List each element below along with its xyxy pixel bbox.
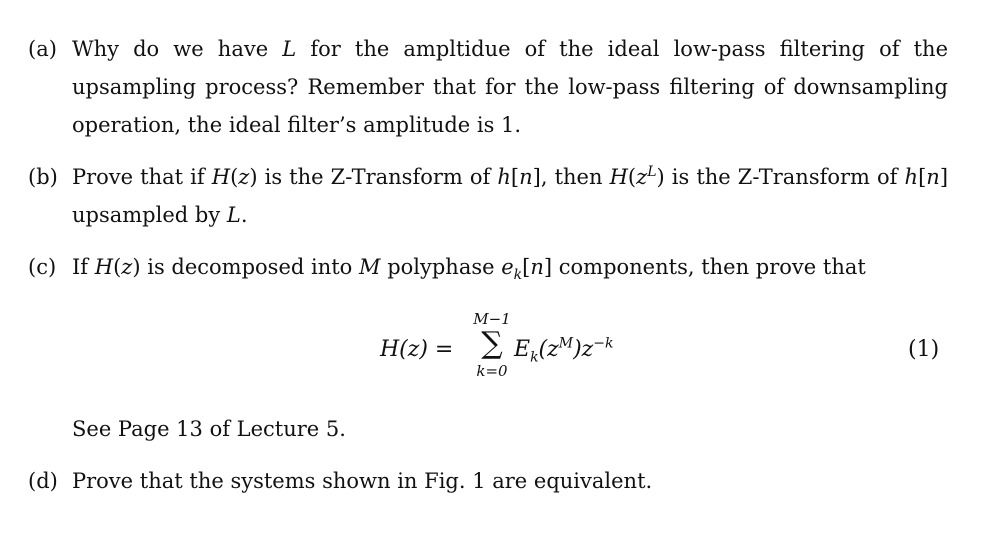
text-part: [ (522, 255, 531, 279)
math-subscript-k: k (513, 267, 523, 284)
text-part: . (240, 203, 248, 227)
question-a (28, 30, 948, 144)
text-part: [ (918, 165, 927, 189)
math-z: z (121, 255, 133, 279)
sigma-symbol: ∑ (481, 326, 503, 361)
text-part: If (72, 255, 95, 279)
equation-number: (1) (908, 337, 940, 362)
question-d-text: Prove that the systems shown in Fig. 1 are equivalent. (72, 469, 653, 493)
text-part: ( (113, 255, 122, 279)
question-c-label: (c) (28, 255, 57, 279)
text-part: ( (230, 165, 239, 189)
text-part: ( (627, 165, 637, 189)
math-h: h (904, 165, 919, 189)
math-H: H (211, 165, 231, 189)
text-part: Prove that if (72, 165, 212, 189)
question-d-label: (d) (28, 469, 58, 493)
text-part: ) is the Z-Transform of (249, 165, 498, 189)
question-b (28, 158, 948, 234)
math-H: H (609, 165, 628, 189)
math-H: H (94, 255, 114, 279)
text-part: polyphase (380, 255, 502, 279)
question-b-text (72, 158, 948, 234)
math-h: h (497, 165, 511, 189)
question-a-label: (a) (28, 37, 57, 61)
equation-1 (380, 310, 960, 400)
text-part: ] components, then prove that (543, 255, 866, 279)
lecture-reference: See Page 13 of Lecture 5. (72, 417, 346, 441)
text-part: ], then (532, 165, 610, 189)
math-z: z (636, 165, 648, 189)
equation-rhs (514, 335, 614, 366)
math-M: M (359, 255, 381, 279)
summation (472, 310, 512, 382)
question-d (28, 462, 948, 500)
text-part: [ (510, 165, 520, 189)
math-n: n (530, 255, 544, 279)
text-part: ] upsampled by (72, 165, 949, 227)
equation-lhs: H(z) = (380, 337, 454, 362)
math-z: )z (573, 337, 594, 362)
math-L: L (282, 37, 297, 61)
math-E: E (514, 337, 531, 362)
math-superscript-minus-k: −k (593, 335, 614, 352)
sum-upper-limit: M−1 (473, 310, 511, 328)
question-a-text-part: for the ampltidue of the ideal low-pass filtering of the upsampling process? Remember that for the low-pass filtering of downsampling operation, the ideal filter’s amplitude is 1. (72, 37, 948, 137)
question-a-text-part: Why do we have (72, 37, 283, 61)
question-c (28, 248, 948, 286)
math-z: (z (538, 337, 559, 362)
math-superscript-M: M (558, 335, 574, 352)
question-a-text (72, 30, 948, 144)
math-subscript-k: k (530, 349, 539, 366)
question-b-label: (b) (28, 165, 58, 189)
math-L: L (226, 203, 241, 227)
sum-lower-limit: k=0 (476, 362, 508, 380)
question-c-text (72, 248, 948, 286)
math-e: e (501, 255, 514, 279)
math-superscript-L: L (647, 164, 657, 180)
math-n: n (926, 165, 940, 189)
text-part: ) is decomposed into (132, 255, 359, 279)
text-part: ) is the Z-Transform of (656, 165, 905, 189)
math-n: n (519, 165, 533, 189)
math-z: z (238, 165, 250, 189)
